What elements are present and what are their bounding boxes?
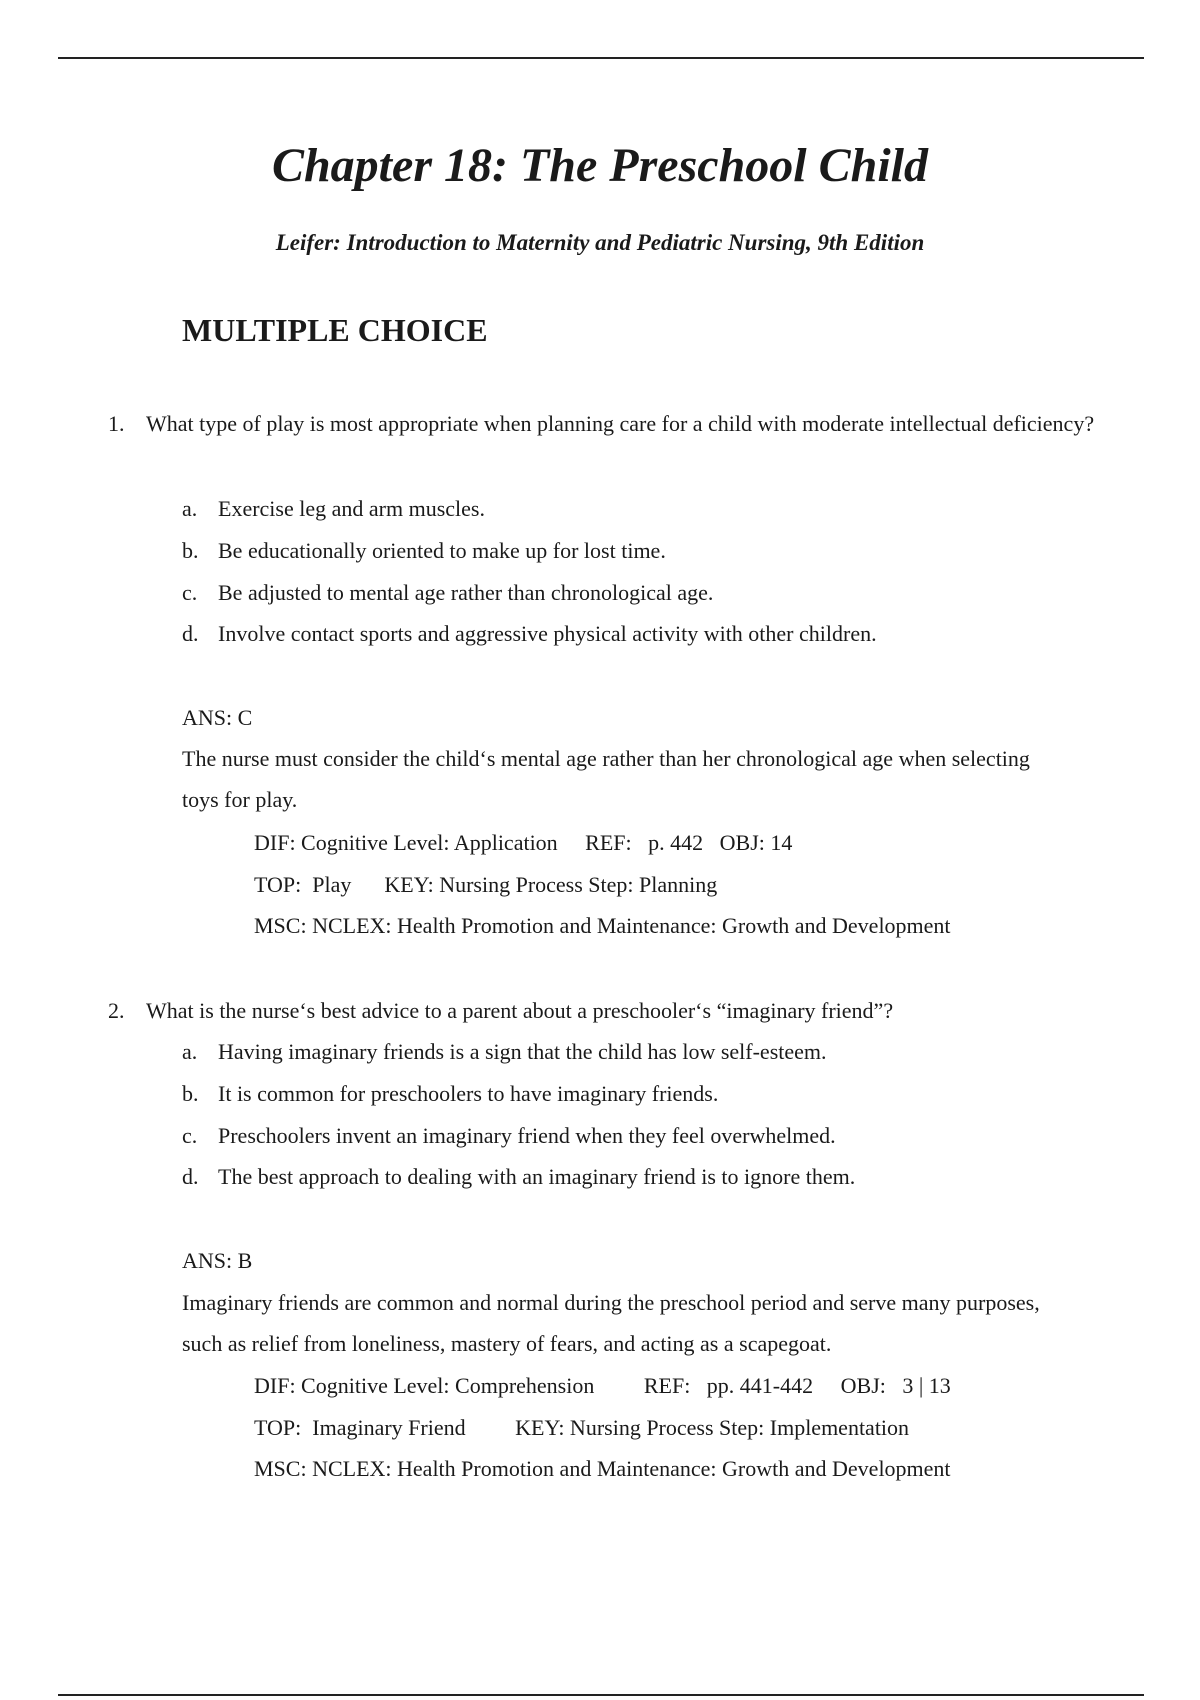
metadata-line-2: TOP: Imaginary Friend KEY: Nursing Process Step: Implementation bbox=[254, 1415, 910, 1440]
option-c bbox=[182, 572, 713, 613]
option-b bbox=[182, 530, 666, 571]
option-letter: a. bbox=[182, 496, 198, 521]
question-text: What type of play is most appropriate when planning care for a child with moderate intellectual deficiency? bbox=[146, 411, 1095, 436]
option-letter: b. bbox=[182, 538, 199, 563]
option-text: Having imaginary friends is a sign that the child has low self-esteem. bbox=[218, 1039, 827, 1064]
question-text: What is the nurse‘s best advice to a parent about a preschooler‘s “imaginary friend”? bbox=[146, 998, 894, 1023]
metadata-line-3: MSC: NCLEX: Health Promotion and Maintenance: Growth and Development bbox=[254, 1456, 951, 1481]
chapter-title: Chapter 18: The Preschool Child bbox=[271, 139, 929, 192]
option-a bbox=[182, 488, 485, 529]
option-text: Involve contact sports and aggressive physical activity with other children. bbox=[218, 621, 877, 646]
metadata-line-2: TOP: Play KEY: Nursing Process Step: Planning bbox=[254, 872, 718, 897]
option-text: Be adjusted to mental age rather than chronological age. bbox=[218, 580, 714, 605]
option-text: Preschoolers invent an imaginary friend when they feel overwhelmed. bbox=[218, 1123, 836, 1148]
top-rule bbox=[58, 57, 1144, 59]
book-subtitle: Leifer: Introduction to Maternity and Pediatric Nursing, 9th Edition bbox=[275, 230, 925, 255]
question-number: 1. bbox=[108, 411, 125, 436]
option-d bbox=[182, 1156, 855, 1197]
option-letter: d. bbox=[182, 1164, 199, 1189]
option-c bbox=[182, 1115, 836, 1156]
question-1 bbox=[108, 403, 1098, 444]
answer-rationale: The nurse must consider the child‘s mental age rather than her chronological age when selecting toys for play. bbox=[182, 746, 1030, 812]
option-letter: d. bbox=[182, 621, 199, 646]
answer-rationale: Imaginary friends are common and normal during the preschool period and serve many purposes, such as relief from loneliness, mastery of fears, and acting as a scapegoat. bbox=[182, 1290, 1040, 1356]
option-text: It is common for preschoolers to have imaginary friends. bbox=[218, 1081, 719, 1106]
option-letter: a. bbox=[182, 1039, 198, 1064]
option-b bbox=[182, 1073, 718, 1114]
question-number: 2. bbox=[108, 998, 125, 1023]
answer-key: ANS: C bbox=[182, 705, 253, 730]
answer-key: ANS: B bbox=[182, 1248, 253, 1273]
bottom-rule bbox=[58, 1694, 1144, 1696]
option-text: Be educationally oriented to make up for lost time. bbox=[218, 538, 666, 563]
option-text: The best approach to dealing with an imaginary friend is to ignore them. bbox=[218, 1164, 856, 1189]
metadata-line-1: DIF: Cognitive Level: Application REF: p. 442 OBJ: 14 bbox=[254, 830, 793, 855]
option-d bbox=[182, 613, 877, 654]
option-letter: b. bbox=[182, 1081, 199, 1106]
question-2 bbox=[108, 990, 1098, 1031]
option-letter: c. bbox=[182, 580, 198, 605]
metadata-line-3: MSC: NCLEX: Health Promotion and Maintenance: Growth and Development bbox=[254, 913, 951, 938]
metadata-line-1: DIF: Cognitive Level: Comprehension REF: pp. 441-442 OBJ: 3 | 13 bbox=[254, 1373, 951, 1398]
option-letter: c. bbox=[182, 1123, 198, 1148]
option-a bbox=[182, 1031, 827, 1072]
option-text: Exercise leg and arm muscles. bbox=[218, 496, 485, 521]
section-heading: MULTIPLE CHOICE bbox=[182, 312, 488, 348]
